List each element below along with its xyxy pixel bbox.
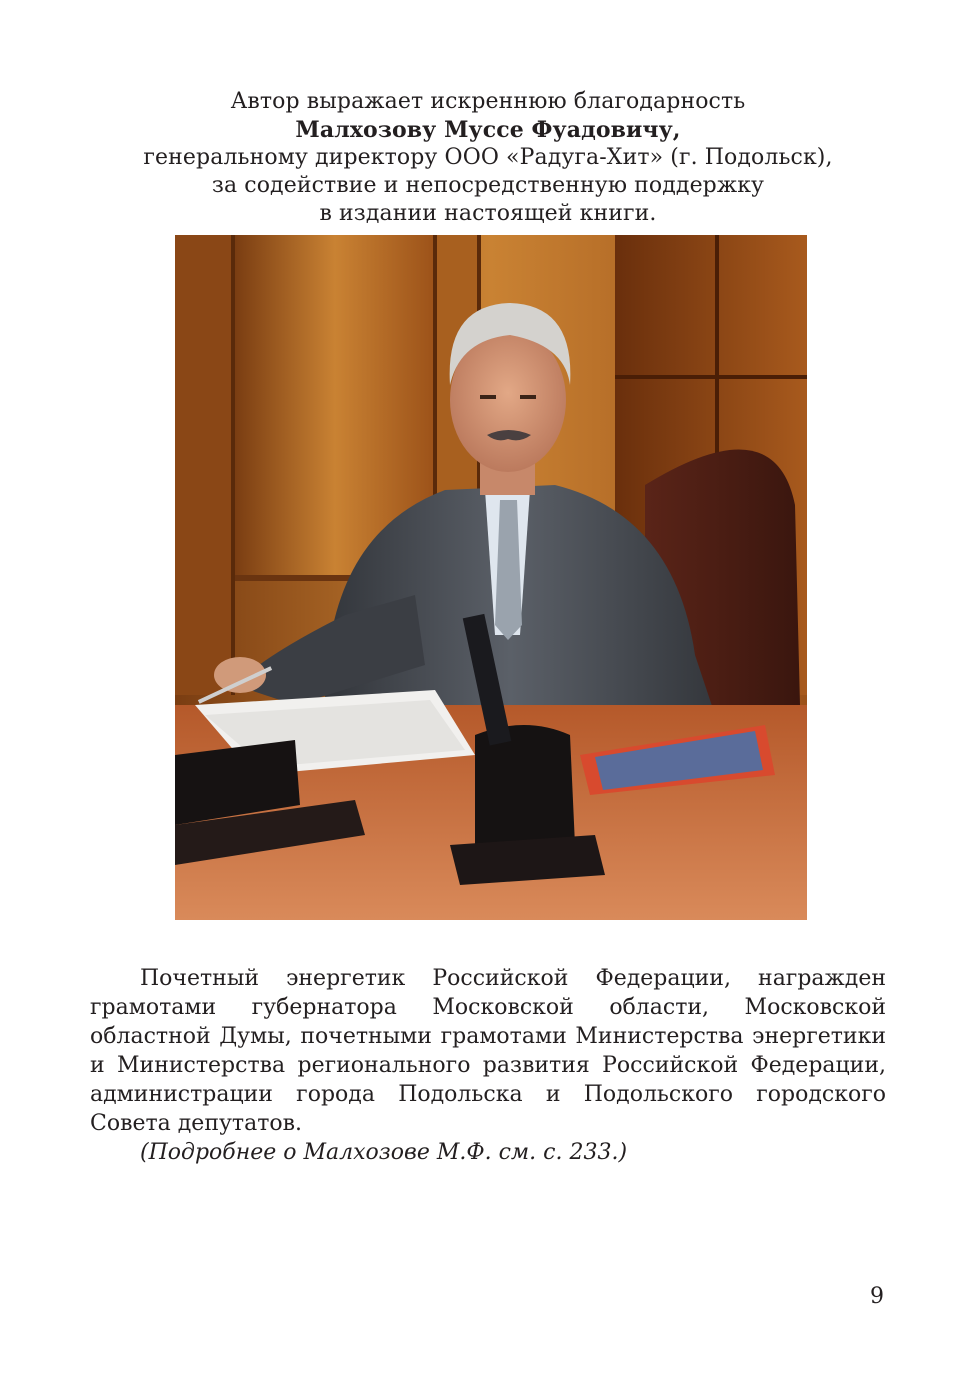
dedication-block (120, 88, 856, 228)
dedication-line: за содействие и непосредственную поддержку (211, 173, 765, 198)
dedication-name: Малхозову Муссе Фуадовичу, (295, 117, 681, 143)
portrait-photo (175, 235, 807, 920)
biography (90, 964, 886, 1167)
biography-reference: (Подробнее о Малхозове М.Ф. см. с. 233.) (140, 1140, 628, 1165)
dedication-line: в издании настоящей книги. (319, 201, 657, 226)
page-number: 9 (870, 1284, 884, 1309)
biography-text: Почетный энергетик Российской Федерации, награжден грамотами губернатора Московской области, Московской областной Думы, почетными грамотами Министерства энергетики и Министерства регионального развития Российской Федерации, администрации города Подольска и Подольского городского Совета депутатов. (90, 966, 886, 1136)
dedication-line: генеральному директору ООО «Радуга-Хит» (г. Подольск), (143, 145, 833, 170)
dedication-line: Автор выражает искреннюю благодарность (230, 89, 746, 114)
